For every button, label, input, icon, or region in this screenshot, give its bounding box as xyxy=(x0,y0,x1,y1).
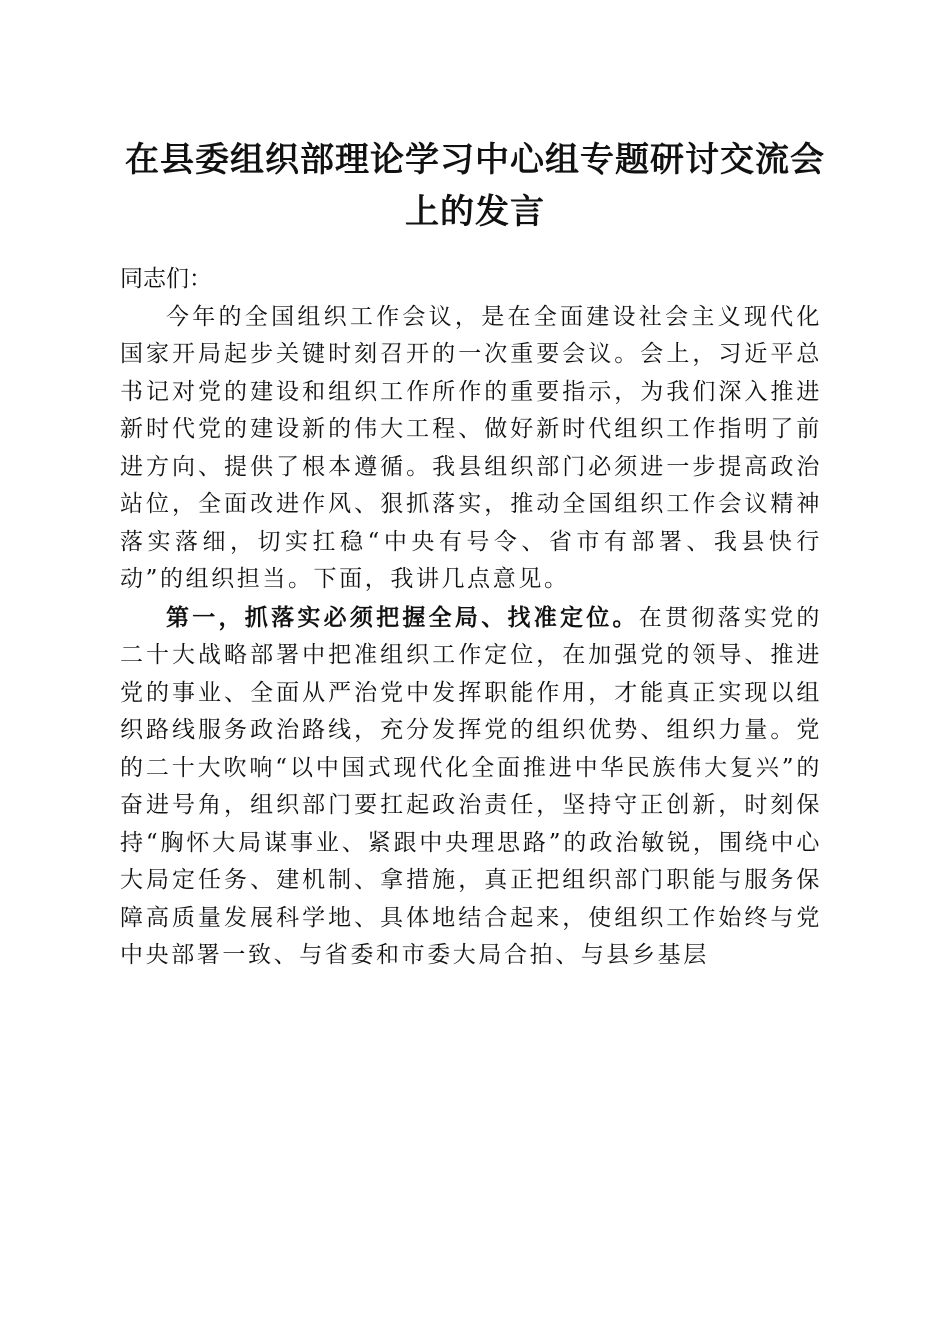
paragraph-first-point xyxy=(120,599,822,975)
document-title: 在县委组织部理论学习中心组专题研讨交流会上的发言 xyxy=(125,140,825,232)
paragraph-intro: 今年的全国组织工作会议，是在全面建设社会主义现代化国家开局起步关键时刻召开的一次重要会议。会上，习近平总书记对党的建设和组织工作所作的重要指示，为我们深入推进新时代党的建设新的伟大工程、做好新时代组织工作指明了前进方向、提供了根本遵循。我县组织部门必须进一步提高政治站位，全面改进作风、狠抓落实，推动全国组织工作会议精神落实落细，切实扛稳“中央有号令、省市有部署、我县快行动”的组织担当。下面，我讲几点意见。 xyxy=(120,303,822,592)
document-body xyxy=(120,254,822,975)
salutation: 同志们： xyxy=(120,266,212,292)
paragraph-first-point-body: 在贯彻落实党的二十大战略部署中把准组织工作定位，在加强党的领导、推进党的事业、全面从严治党中发挥职能作用，才能真正实现以组织路线服务政治路线，充分发挥党的组织优势、组织力量。党的二十大吹响“以中国式现代化全面推进中华民族伟大复兴”的奋进号角，组织部门要扛起政治责任，坚持守正创新，时刻保持“胸怀大局谋事业、紧跟中央理思路”的政治敏锐，围绕中心大局定任务、建机制、拿措施，真正把组织部门职能与服务保障高质量发展科学地、具体地结合起来，使组织工作始终与党中央部署一致、与省委和市委大局合拍、与县乡基层 xyxy=(120,604,822,968)
paragraph-first-point-lead: 第一，抓落实必须把握全局、找准定位。 xyxy=(166,603,639,631)
